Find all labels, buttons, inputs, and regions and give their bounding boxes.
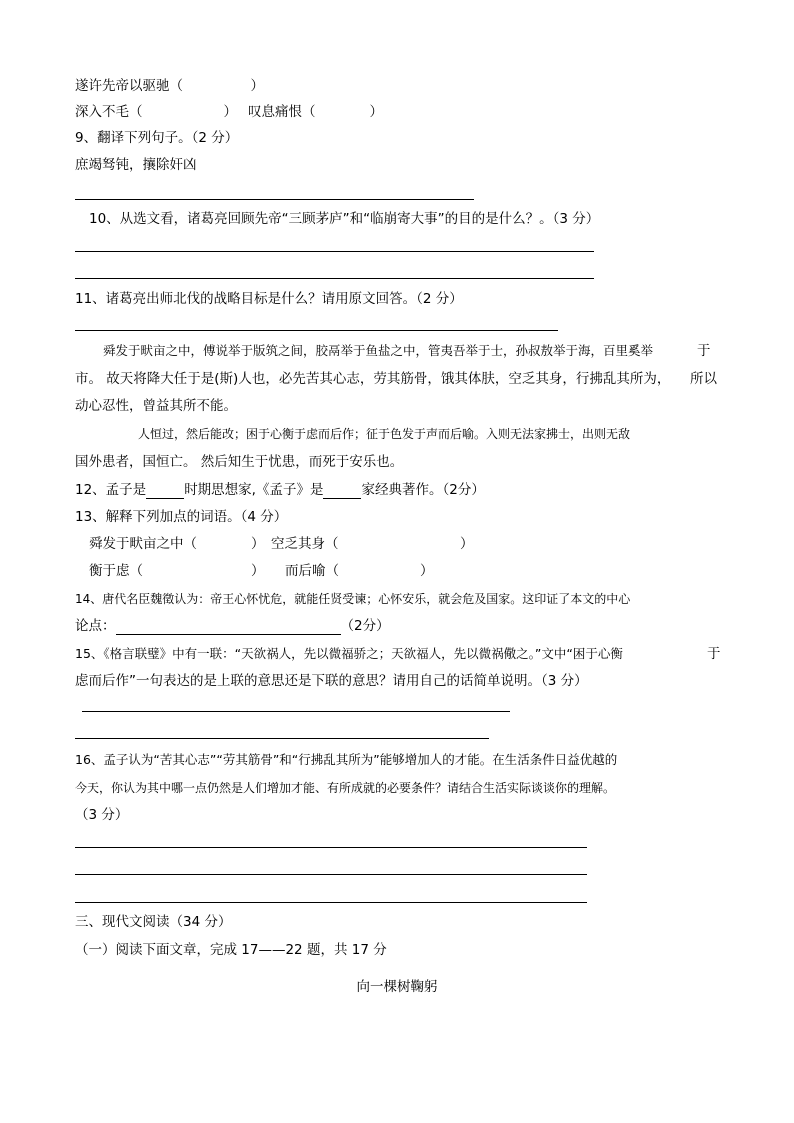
answer-line-9 xyxy=(75,199,474,200)
blank-12b[interactable] xyxy=(323,484,361,499)
question-13-item-3: 衡于虑（ ） xyxy=(89,563,265,579)
question-12-part-3: 家经典著作。（2分） xyxy=(361,482,485,498)
answer-line-16c xyxy=(75,902,587,903)
answer-line-10a xyxy=(75,251,594,252)
question-10: 10、从选文看，诸葛亮回顾先帝“三顾茅庐”和“临崩寄大事”的目的是什么？。（3 分） xyxy=(89,211,600,227)
question-9-sentence: 庶竭驽钝，攘除奸凶 xyxy=(75,157,197,173)
question-12-part-1: 12、孟子是 xyxy=(75,482,147,498)
answer-line-16b xyxy=(75,874,587,875)
passage-line-4: 人恒过，然后能改；困于心衡于虑而后作；征于色发于声而后喻。入则无法家拂士，出则无敌 xyxy=(138,427,631,441)
question-9: 9、翻译下列句子。（2 分） xyxy=(75,130,239,146)
blank-14[interactable] xyxy=(116,620,341,635)
question-13-item-1-prefix: 舜发于 xyxy=(89,536,130,552)
question-13-item-2: 空乏其身（ ） xyxy=(271,536,474,552)
question-14-answer xyxy=(75,617,390,635)
passage-line-1: 舜发于畎亩之中，傅说举于版筑之间，胶鬲举于鱼盐之中，管夷吾举于士，孙叔敖举于海，百里奚举 xyxy=(103,343,654,358)
passage-line-1-end: 于 xyxy=(697,343,711,359)
question-16-line-2: 今天，你认为其中哪一点仍然是人们增加才能、有所成就的必要条件？请结合生活实际谈谈你的理解。 xyxy=(75,781,616,795)
question-13-item-1-text: 畎亩之中（ ） xyxy=(129,536,265,552)
answer-line-16a xyxy=(75,847,587,848)
passage-line-3: 动心忍性，曾益其所不能。 xyxy=(75,398,237,414)
passage-line-2: 市。 故天将降大任于是(斯)人也，必先苦其心志，劳其筋骨，饿其体肤，空乏其身，行拂乱其所为， xyxy=(75,371,671,387)
question-13-item-4: 而后喻（ ） xyxy=(285,563,434,579)
blank-12a[interactable] xyxy=(146,484,184,499)
question-14-score: （2分） xyxy=(340,618,390,634)
question-16: 16、孟子认为“苦其心志”“劳其筋骨”和“行拂乱其所为”能够增加人的才能。在生活条件日益优越的 xyxy=(75,752,618,767)
question-14-label: 论点： xyxy=(75,618,116,634)
question-15-line-2: 虑而后作”一句表达的是上联的意思还是下联的意思？请用自己的话简单说明。（3 分） xyxy=(75,673,588,689)
question-16-score: （3 分） xyxy=(75,807,129,823)
question-11: 11、诸葛亮出师北伐的战略目标是什么？请用原文回答。（2 分） xyxy=(75,291,463,307)
question-13-item-1 xyxy=(89,535,265,553)
article-title: 向一棵树鞠躬 xyxy=(356,979,438,995)
passage-line-2-end: 所以 xyxy=(690,371,717,387)
line-1: 遂许先帝以驱驰（ ） xyxy=(75,78,264,94)
section-3-heading: 三、现代文阅读（34 分） xyxy=(75,914,232,930)
answer-line-15a xyxy=(82,711,510,712)
line-2b: 叹息痛恨（ ） xyxy=(248,104,383,120)
question-12 xyxy=(75,481,485,499)
question-12-part-2: 时期思想家,《孟子》是 xyxy=(184,482,324,498)
answer-line-11 xyxy=(75,330,558,331)
line-2a: 深入不毛（ ） xyxy=(75,104,237,120)
answer-line-10b xyxy=(75,278,594,279)
answer-line-15b xyxy=(75,738,489,739)
question-15-end: 于 xyxy=(707,646,721,662)
question-13: 13、解释下列加点的词语。（4 分） xyxy=(75,509,288,525)
passage-line-5: 国外患者，国恒亡。 然后知生于忧患，而死于安乐也。 xyxy=(75,454,404,470)
question-15: 15、《格言联璧》中有一联：“天欲祸人，先以微福骄之；天欲福人，先以微祸儆之。”文中“困于心衡 xyxy=(75,646,623,661)
question-14: 14、唐代名臣魏徵认为：帝王心怀忧危，就能任贤受谏；心怀安乐，就会危及国家。这印证了本文的中心 xyxy=(75,592,631,606)
section-3-instructions: （一）阅读下面文章，完成 17——22 题，共 17 分 xyxy=(75,942,387,958)
